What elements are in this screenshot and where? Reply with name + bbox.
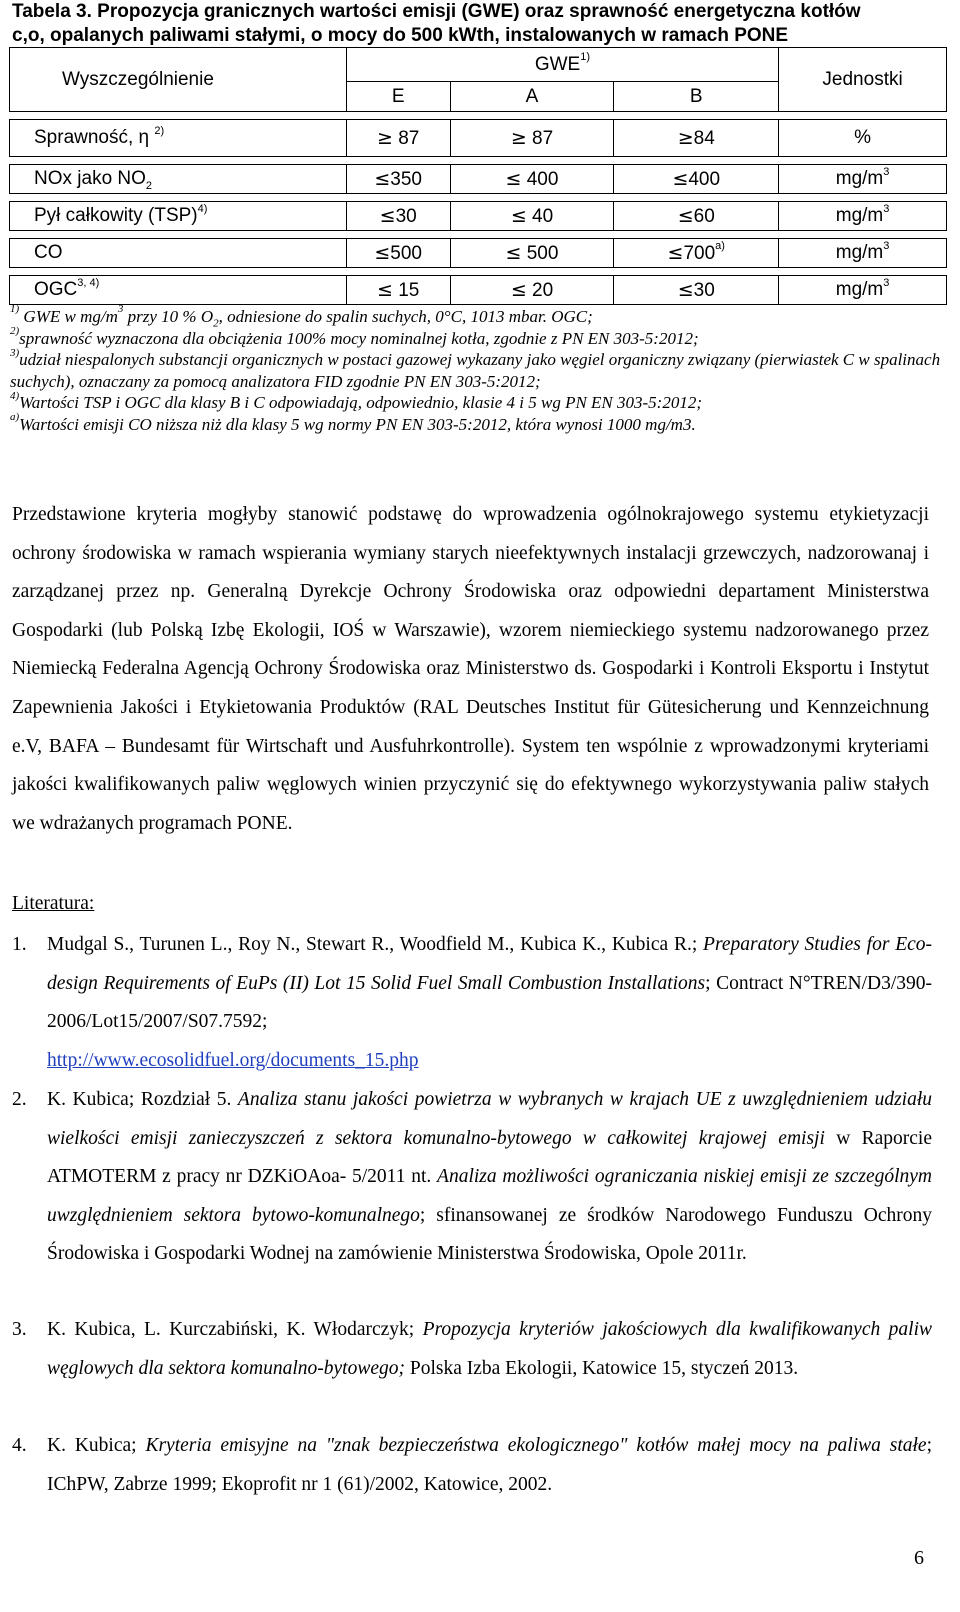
- table-row: [10, 202, 947, 231]
- row-label: NOx jako $NO_2$: [10, 165, 347, 194]
- table-caption: [12, 0, 952, 48]
- footnote-a: $^{a)}$Wartości emisji CO niższa niż dla klasy 5 wg normy PN EN 303-5:2012, która wynosi 1000 mg/m3.: [10, 411, 696, 434]
- cell-a: ≤ 20: [450, 276, 614, 305]
- row-label: OGC$^{3, 4)}$: [10, 276, 347, 305]
- page-number: 6: [914, 1547, 924, 1569]
- reference-number: 3.: [12, 1319, 27, 1340]
- reference-1: 1. Mudgal S., Turunen L., Roy N., Stewart R., Woodfield M., Kubica K., Kubica R.; Preparatory Studies for Eco-design Requirements of EuPs (II) Lot 15 Solid Fuel Small Combustion Installations; Contract N°TREN/D3/390-2006/Lot15/2007/S07.7592; http://www.ecosolidfuel.org/documents_15.php: [12, 926, 932, 1080]
- cell-e: ≤30: [346, 202, 450, 231]
- row-label: CO: [10, 239, 347, 268]
- cell-b: ≤60: [614, 202, 779, 231]
- header-class-a: A: [450, 82, 614, 112]
- cell-b: ≥84: [614, 120, 779, 157]
- cell-a: ≤ 400: [450, 165, 614, 194]
- reference-number: 4.: [12, 1435, 27, 1456]
- cell-unit: %: [779, 120, 947, 157]
- header-specification: Wyszczególnienie: [10, 48, 347, 112]
- header-gwe-sup: 1): [580, 51, 591, 64]
- caption-line-1: Tabela 3. Propozycja granicznych wartości emisji (GWE) oraz sprawność energetyczna kotłów: [12, 1, 861, 22]
- header-gwe: [346, 48, 778, 82]
- footnote-1: $^{1)}$ GWE w $mg/m^3$ przy 10 % $O_2$, odniesione do spalin suchych, 0°C, 1013 mbar. OGC;: [10, 303, 593, 330]
- table-row: [10, 239, 947, 268]
- reference-number: 1.: [12, 934, 27, 955]
- footnote-4: $^{4)}$Wartości TSP i OGC dla klasy B i C odpowiadają, odpowiednio, klasie 4 i 5 wg PN EN 303-5:2012;: [10, 389, 703, 413]
- header-class-b: B: [614, 82, 779, 112]
- cell-b: ≤400: [614, 165, 779, 194]
- body-paragraph: Przedstawione kryteria mogłyby stanowić podstawę do wprowadzenia ogólnokrajowego systemu etykietyzacji ochrony środowiska w ramach wspierania wymiany starych nieefektywnych instalacji grzewczych, nadzorowanaj i zarządzanej przez np. Generalną Dyrekcje Ochrony Środowiska oraz odpowiedni departament Ministerstwa Gospodarki (lub Polską Izbę Ekologii, IOŚ w Warszawie), wzorem niemieckiego systemu nadzorowanego przez Niemiecką Federalna Agencją Ochrony Środowiska oraz Ministerstwo ds. Gospodarki i Kontroli Eksportu i Instytut Zapewnienia Jakości i Etykietowania Produktów (RAL Deutsches Institut für Gütesicherung und Kennzeichnung e.V, BAFA – Bundesamt für Wirtschaft und Ausfuhrkontrolle). System ten wspólnie z wprowadzonymi kryteriami jakości kwalifikowanych paliw węglowych winien przyczynić się do efektywnego wykorzystywania paliw stałych we wdrażanych programach PONE.: [12, 504, 929, 834]
- reference-2: 2. K. Kubica; Rozdział 5. Analiza stanu jakości powietrza w wybranych w krajach UE z uwzględnieniem udziału wielkości emisji zanieczyszczeń z sektora komunalno-bytowego w całkowitej krajowej emisji w Raporcie ATMOTERM z pracy nr DZKiOAoa- 5/2011 nt. Analiza możliwości ograniczania niskiej emisji ze szczególnym uwzględnieniem sektora bytowo-komunalnego; sfinansowanej ze środków Narodowego Funduszu Ochrony Środowiska i Gospodarki Wodnej na zamówienie Ministerstwa Środowiska, Opole 2011r.: [12, 1081, 932, 1274]
- header-gwe-text: GWE: [534, 53, 581, 75]
- table-row: [10, 120, 947, 157]
- cell-unit: $mg/m^3$: [779, 202, 947, 231]
- header-class-e: E: [346, 82, 450, 112]
- table-footnotes: [10, 303, 955, 436]
- row-label: Pył całkowity (TSP)$^{4)}$: [10, 202, 347, 231]
- emission-limits-table: [9, 47, 947, 305]
- cell-b: ≤30: [614, 276, 779, 305]
- row-label: Sprawność, η $^{2)}$: [10, 120, 347, 157]
- footnote-2: $^{2)}$sprawność wyznaczona dla obciążenia 100% mocy nominalnej kotła, zgodnie z PN EN 303-5:2012;: [10, 324, 699, 348]
- reference-3: 3. K. Kubica, L. Kurczabiński, K. Włodarczyk; Propozycja kryteriów jakościowych dla kwalifikowanych paliw węglowych dla sektora komunalno-bytowego; Polska Izba Ekologii, Katowice 15, styczeń 2013.: [12, 1311, 932, 1388]
- cell-e: ≤350: [346, 165, 450, 194]
- footnote-3: $^{3)}$udział niespalonych substancji organicznych w postaci gazowej wykazany jako węgiel organiczny związany (pierwiastek C w spalinach suchych), oznaczany za pomocą analizatora FID zgodnie PN EN 303-5:2012;: [10, 346, 941, 391]
- cell-unit: $mg/m^3$: [779, 276, 947, 305]
- cell-e: ≤ 15: [346, 276, 450, 305]
- table-row: [10, 165, 947, 194]
- cell-a: ≤ 40: [450, 202, 614, 231]
- cell-b: $\le 700^{a)}$: [614, 239, 779, 268]
- reference-number: 2.: [12, 1089, 27, 1110]
- reference-4: 4. K. Kubica; Kryteria emisyjne na "znak bezpieczeństwa ekologicznego" kotłów małej mocy na paliwa stałe; IChPW, Zabrze 1999; Ekoprofit nr 1 (61)/2002, Katowice, 2002.: [12, 1427, 932, 1504]
- header-units: Jednostki: [779, 48, 947, 112]
- cell-unit: $mg/m^3$: [779, 239, 947, 268]
- cell-a: ≤ 500: [450, 239, 614, 268]
- literature-heading: Literatura:: [12, 893, 95, 914]
- table-row: [10, 276, 947, 305]
- cell-e: ≥ 87: [346, 120, 450, 157]
- cell-unit: $mg/m^3$: [779, 165, 947, 194]
- caption-line-2: c,o, opalanych paliwami stałymi, o mocy do 500 kWth, instalowanych w ramach PONE: [12, 25, 789, 46]
- cell-a: ≥ 87: [450, 120, 614, 157]
- reference-link[interactable]: http://www.ecosolidfuel.org/documents_15.php: [47, 1049, 419, 1071]
- cell-e: ≤500: [346, 239, 450, 268]
